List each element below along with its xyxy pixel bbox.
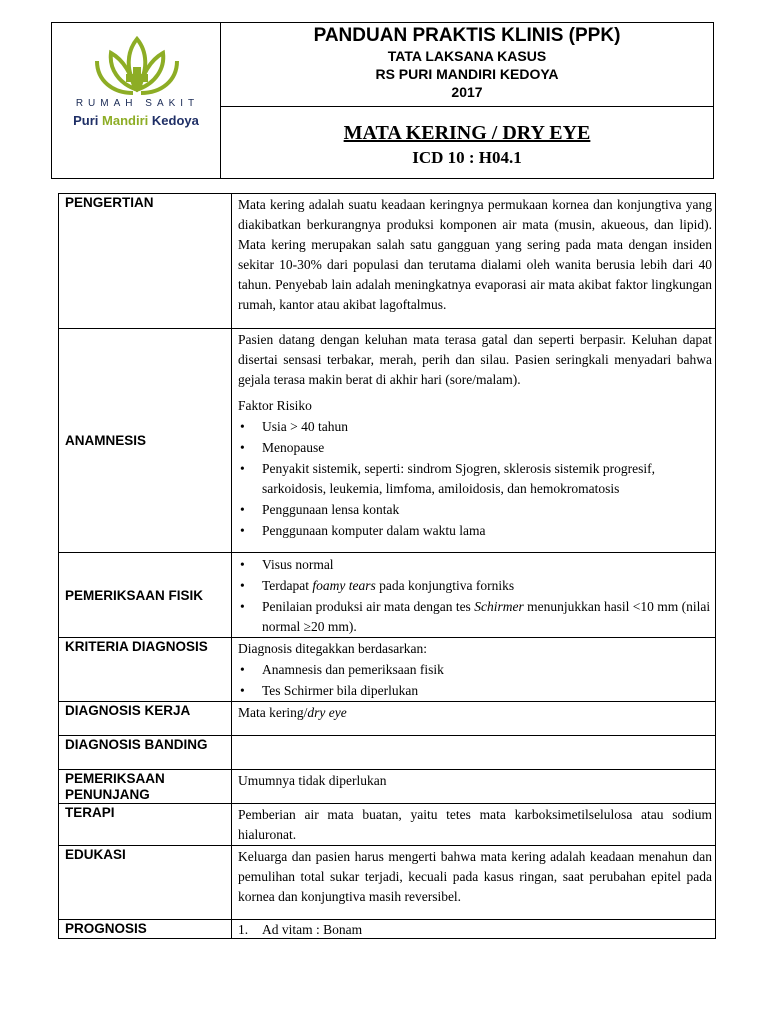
fisik-list <box>238 555 712 637</box>
row-value <box>232 329 716 553</box>
row-kriteria-diagnosis <box>59 638 716 702</box>
text-italic: foamy tears <box>312 578 376 593</box>
row-terapi <box>59 804 716 846</box>
text-span: menunjukkan hasil <10 mm (nilai normal ≥20 mm). <box>262 599 711 634</box>
list-item: • Penggunaan lensa kontak <box>238 500 712 520</box>
ppk-table <box>58 193 716 939</box>
text-italic: dry eye <box>307 705 347 720</box>
row-value: Mata kering adalah suatu keadaan keringnya permukaan kornea dan konjungtiva yang diakibatkan berkurangnya produksi komponen air mata (musin, akueous, dan lipid). Mata kering merupakan salah satu gangguan yang sering pada mata dengan insiden sekitar 10-30% dari populasi dan terutama dialami oleh wanita berusia lebih dari 40 tahun. Penyebab lain adalah meningkatnya evaporasi air mata akibat faktor lingkungan rumah, kantor atau akibat lagoftalmus. <box>232 194 716 329</box>
row-prognosis <box>59 920 716 939</box>
row-diagnosis-kerja <box>59 702 716 736</box>
list-number: 1. <box>238 922 249 937</box>
row-value: Keluarga dan pasien harus mengerti bahwa mata kering adalah keadaan menahun dan pemulihan total sukar terjadi, kecuali pada kasus ringan, saat perubahan epitel pada kornea dan konjungtiva masih reversibel. <box>232 846 716 920</box>
risk-title: Faktor Risiko <box>238 398 312 413</box>
row-label: PEMERIKSAAN PENUNJANG <box>59 770 232 804</box>
logo-name-part3: Kedoya <box>151 113 199 128</box>
row-label: DIAGNOSIS BANDING <box>59 736 232 770</box>
row-label: EDUKASI <box>59 846 232 920</box>
row-value <box>232 638 716 702</box>
list-item: • Usia > 40 tahun <box>238 417 712 437</box>
list-item: • Menopause <box>238 438 712 458</box>
text-span: Penilaian produksi air mata dengan tes <box>262 599 475 614</box>
list-item: • Visus normal <box>238 555 712 575</box>
row-value <box>232 702 716 736</box>
document-subject: MATA KERING / DRY EYE <box>343 122 591 144</box>
subject-cell <box>221 107 713 178</box>
row-value: Pemberian air mata buatan, yaitu tetes mata karboksimetilselulosa atau sodium hialuronat. <box>232 804 716 846</box>
icd-code: ICD 10 : H04.1 <box>412 148 522 167</box>
logo-hospital-name <box>56 113 216 128</box>
list-item <box>238 597 712 637</box>
kriteria-intro: Diagnosis ditegakkan berdasarkan: <box>238 641 427 656</box>
text-span: Terdapat <box>262 578 313 593</box>
risk-list <box>238 417 712 541</box>
logo-name-part1: Puri <box>73 113 103 128</box>
row-diagnosis-banding <box>59 736 716 770</box>
text-italic: Schirmer <box>474 599 524 614</box>
anamnesis-text: Pasien datang dengan keluhan mata terasa gatal dan seperti berpasir. Keluhan dapat disertai sensasi terbakar, merah, perih dan silau. Pasien seringkali menyadari bahwa gejala terasa makin berat di akhir hari (sore/malam). <box>238 332 712 387</box>
header-title-cell <box>221 23 713 107</box>
document-subtitle: TATA LAKSANA KASUS <box>387 48 547 64</box>
list-item: • Penyakit sistemik, seperti: sindrom Sjogren, sklerosis sistemik progresif, sarkoidosis, leukemia, limfoma, amiloidosis, dan hemokromatosis <box>238 459 712 499</box>
row-label: TERAPI <box>59 804 232 846</box>
logo-label: RUMAH SAKIT <box>75 98 200 109</box>
row-anamnesis <box>59 329 716 553</box>
row-pemeriksaan-penunjang <box>59 770 716 804</box>
row-label: PEMERIKSAAN FISIK <box>59 553 232 638</box>
row-label: ANAMNESIS <box>59 329 232 553</box>
row-edukasi <box>59 846 716 920</box>
row-label: DIAGNOSIS KERJA <box>59 702 232 736</box>
row-value <box>232 553 716 638</box>
row-value <box>232 736 716 770</box>
row-label: KRITERIA DIAGNOSIS <box>59 638 232 702</box>
row-value <box>232 920 716 939</box>
list-item: • Anamnesis dan pemeriksaan fisik <box>238 660 712 680</box>
row-pemeriksaan-fisik <box>59 553 716 638</box>
list-item <box>238 576 712 596</box>
document-title: PANDUAN PRAKTIS KLINIS (PPK) <box>313 25 621 46</box>
row-pengertian <box>59 194 716 329</box>
list-item <box>238 921 712 938</box>
document-year: 2017 <box>451 84 483 100</box>
logo-name-part2: Mandiri <box>102 113 152 128</box>
row-value: Umumnya tidak diperlukan <box>232 770 716 804</box>
list-item: • Tes Schirmer bila diperlukan <box>238 681 712 701</box>
text-span: pada konjungtiva forniks <box>375 578 515 593</box>
kriteria-list <box>238 660 712 701</box>
row-label: PROGNOSIS <box>59 920 232 939</box>
hospital-name: RS PURI MANDIRI KEDOYA <box>375 66 559 82</box>
list-item: • Penggunaan komputer dalam waktu lama <box>238 521 712 541</box>
document-header <box>51 22 714 179</box>
hospital-logo <box>52 23 221 178</box>
text-span: Ad vitam : Bonam <box>262 922 363 937</box>
prognosis-list <box>238 921 712 938</box>
row-label: PENGERTIAN <box>59 194 232 329</box>
text-span: Mata kering/ <box>238 705 308 720</box>
